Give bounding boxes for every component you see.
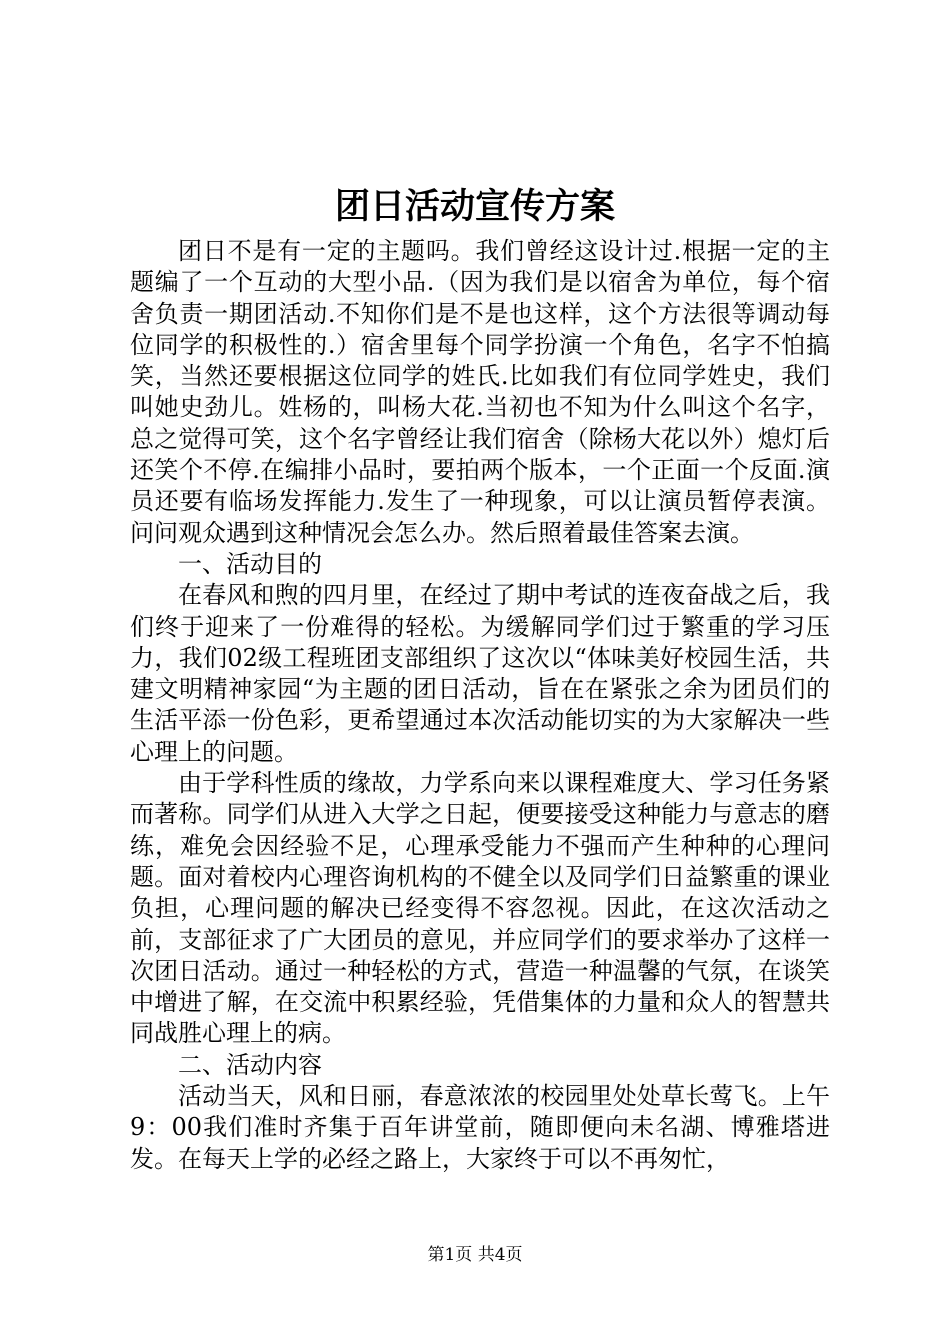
document-body	[130, 236, 830, 1175]
document-title: 团日活动宣传方案	[334, 186, 615, 227]
section-heading-purpose: 一、活动目的	[178, 549, 322, 578]
paragraph-purpose-1: 在春风和煦的四月里，在经过了期中考试的连夜奋战之后，我们终于迎来了一份难得的轻松。为缓解同学们过于繁重的学习压力，我们02级工程班团支部组织了这次以“体味美好校园生活，共建文明精神家园“为主题的团日活动，旨在在紧张之余为团员们的生活平添一份色彩，更希望通过本次活动能切实的为大家解决一些心理上的问题。	[130, 581, 830, 766]
paragraph-intro: 团日不是有一定的主题吗。我们曾经这设计过.根据一定的主题编了一个互动的大型小品.（因为我们是以宿舍为单位，每个宿舍负责一期团活动.不知你们是不是也这样，这个方法很等调动每位同学的积极性的.）宿舍里每个同学扮演一个角色，名字不怕搞笑，当然还要根据这位同学的姓氏.比如我们有位同学姓史，我们叫她史劲儿。姓杨的，叫杨大花.当初也不知为什么叫这个名字，总之觉得可笑，这个名字曾经让我们宿舍（除杨大花以外）熄灯后还笑个不停.在编排小品时，要拍两个版本，一个正面一个反面.演员还要有临场发挥能力.发生了一种现象，可以让演员暂停表演。问问观众遇到这种情况会怎么办。然后照着最佳答案去演。	[130, 237, 830, 547]
paragraph-purpose-2: 由于学科性质的缘故，力学系向来以课程难度大、学习任务紧而著称。同学们从进入大学之日起，便要接受这种能力与意志的磨练，难免会因经验不足，心理承受能力不强而产生种种的心理问题。面对着校内心理咨询机构的不健全以及同学们日益繁重的课业负担，心理问题的解决已经变得不容忽视。因此，在这次活动之前，支部征求了广大团员的意见，并应同学们的要求举办了这样一次团日活动。通过一种轻松的方式，营造一种温馨的气氛，在谈笑中增进了解，在交流中积累经验，凭借集体的力量和众人的智慧共同战胜心理上的病。	[130, 769, 830, 1048]
section-heading-content: 二、活动内容	[178, 1050, 322, 1079]
page-footer: 第1页 共4页	[427, 1245, 523, 1265]
paragraph-content-1: 活动当天，风和日丽，春意浓浓的校园里处处草长莺飞。上午9：00我们准时齐集于百年讲堂前，随即便向未名湖、博雅塔进发。在每天上学的必经之路上，大家终于可以不再匆忙，	[130, 1082, 830, 1173]
